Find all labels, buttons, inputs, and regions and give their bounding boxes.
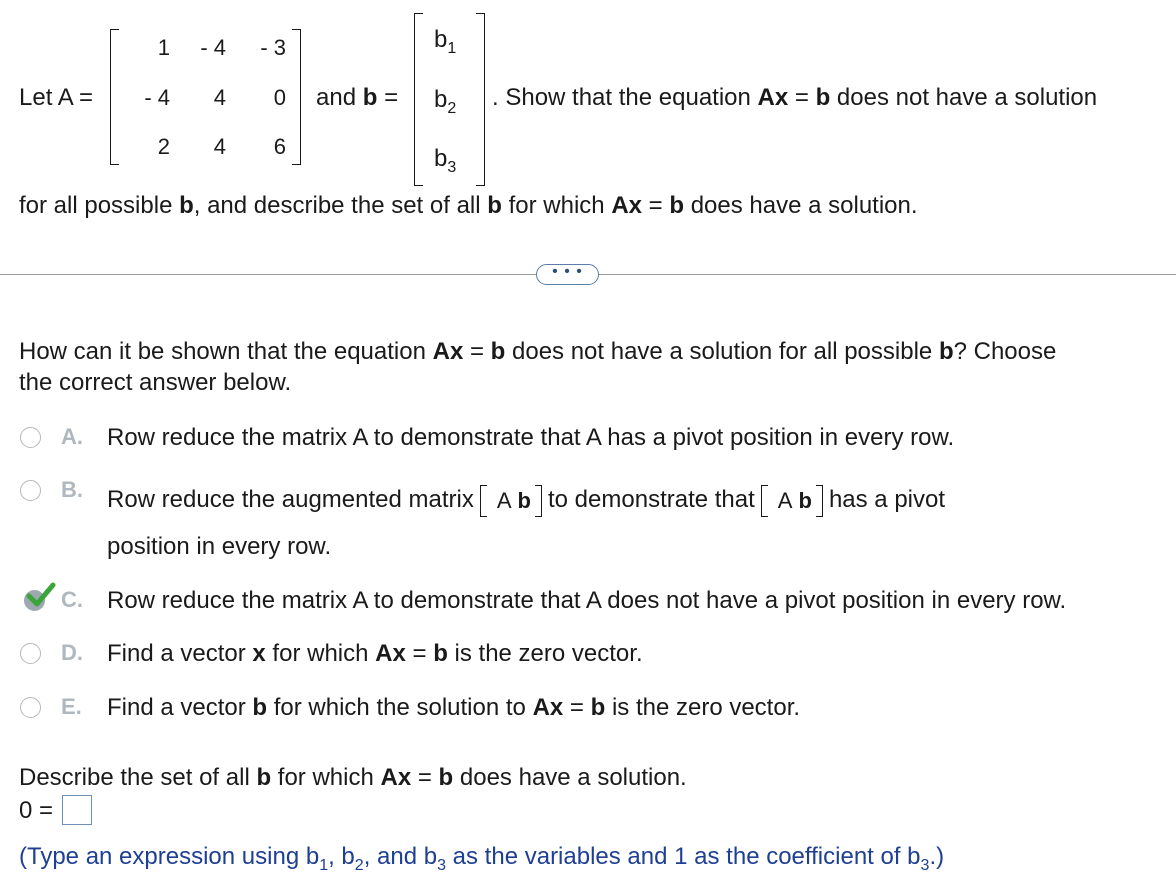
part1-prompt-line2: the correct answer below. — [19, 369, 292, 396]
matrix-a-cell: 4 — [213, 134, 226, 159]
option-a-radio[interactable] — [20, 427, 41, 448]
matrix-a-cell: 2 — [157, 134, 170, 159]
answer-input[interactable] — [62, 795, 92, 825]
matrix-a-cell: - 3 — [260, 35, 286, 60]
option-b-text: Row reduce the augmented matrix A b to demonstrate that A b has a pivot — [107, 483, 945, 518]
vector-b-entry: $b_1$ — [434, 26, 457, 57]
correct-check-icon — [26, 582, 56, 608]
matrix-a-cell: - 4 — [200, 35, 226, 60]
part1-prompt: How can it be shown that the equation Ax = b does not have a solution for all possible b? Choose — [19, 338, 1057, 365]
question-line-1: . Show that the equation Ax = b does not have a solution — [492, 84, 1098, 111]
vector-b-right-bracket — [476, 13, 485, 186]
matrix-a-cell: 1 — [157, 35, 170, 60]
augmented-right-bracket — [816, 485, 823, 517]
let-a-label: Let A = — [19, 84, 94, 111]
augmented-left-bracket — [480, 485, 487, 517]
option-b-text-line2: position in every row. — [107, 533, 332, 560]
option-c-letter: C. — [61, 587, 83, 612]
vector-b-left-bracket — [414, 13, 423, 186]
option-a-letter: A. — [61, 424, 83, 449]
option-b-radio[interactable] — [20, 480, 41, 501]
matrix-a-right-bracket — [292, 29, 301, 165]
augmented-matrix: A b — [496, 487, 531, 513]
option-a-text: Row reduce the matrix A to demonstrate that A has a pivot position in every row. — [107, 424, 955, 451]
matrix-a-left-bracket — [110, 29, 119, 165]
option-c-text: Row reduce the matrix A to demonstrate that A does not have a pivot position in every row. — [107, 587, 1067, 614]
matrix-a-cell: 0 — [273, 85, 286, 110]
question-line-2: for all possible b, and describe the set of all b for which Ax = b does have a solution. — [19, 192, 918, 219]
matrix-a-cell: 6 — [273, 134, 286, 159]
and-b-label: and b = — [316, 84, 399, 111]
option-d-text: Find a vector x for which Ax = b is the zero vector. — [107, 640, 643, 667]
vector-b-entry: $b_3$ — [434, 145, 457, 176]
matrix-a-cell: 4 — [213, 85, 226, 110]
zero-equals-label: 0 = — [19, 797, 54, 824]
augmented-matrix: A b — [777, 487, 812, 513]
matrix-a-cell: - 4 — [144, 85, 170, 110]
option-d-radio[interactable] — [20, 643, 41, 664]
option-d-letter: D. — [61, 640, 83, 665]
answer-hint: (Type an expression using $b_1$, $b_2$, and $b_3$ as the variables and 1 as the coefficient of $b_3$.) — [19, 843, 945, 874]
part2-prompt: Describe the set of all b for which Ax = b does have a solution. — [19, 764, 687, 791]
option-e-letter: E. — [61, 694, 82, 719]
option-b-letter: B. — [61, 477, 83, 502]
vector-b-entry: $b_2$ — [434, 86, 457, 117]
option-e-radio[interactable] — [20, 697, 41, 718]
option-e-text: Find a vector b for which the solution to Ax = b is the zero vector. — [107, 694, 801, 721]
show-more-button[interactable]: • • • — [536, 264, 599, 285]
augmented-left-bracket — [761, 485, 768, 517]
augmented-right-bracket — [535, 485, 542, 517]
